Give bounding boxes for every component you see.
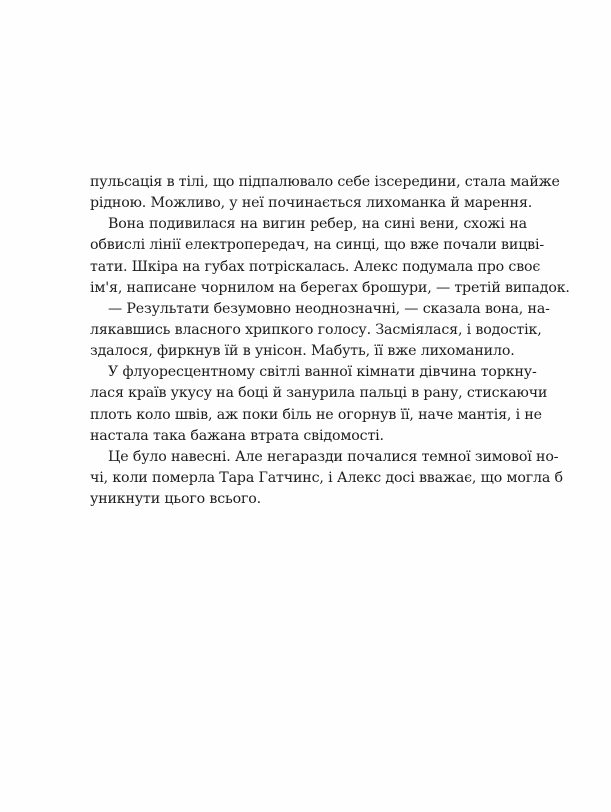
text-line: обвислі лінії електропередач, на синці, що вже почали вицві- — [90, 237, 545, 254]
text-line: уникнути цього всього. — [90, 491, 262, 508]
body-text — [90, 172, 570, 510]
text-line: лякавшись власного хрипкого голосу. Засміялася, і водостік, — [90, 321, 542, 338]
paragraph-5 — [90, 447, 563, 510]
text-line: Вона подивилася на вигин ребер, на сині вени, схожі на — [108, 216, 527, 233]
text-line: тати. Шкіра на губах потріскалась. Алекс подумала про своє — [90, 258, 541, 275]
text-line: чі, коли померла Тара Гатчинс, і Алекс досі вважає, що могла б — [90, 469, 563, 486]
paragraph-1 — [90, 172, 560, 214]
text-line: ім'я, написане чорнилом на берегах брошури, — третій випадок. — [90, 279, 570, 296]
text-line: здалося, фиркнув їй в унісон. Мабуть, її вже лихоманило. — [90, 343, 515, 360]
text-line: Це було навесні. Але негаразди почалися темної зимової но- — [108, 448, 559, 465]
text-line: лася країв укусу на боці й занурила пальці в рану, стискаючи — [90, 385, 548, 402]
text-line: рідною. Можливо, у неї починається лихоманка й марення. — [90, 195, 533, 212]
paragraph-2 — [90, 214, 570, 299]
text-line: плоть коло швів, аж поки біль не огорнув її, наче мантія, і не — [90, 406, 542, 423]
paragraph-3 — [90, 299, 550, 362]
paragraph-4 — [90, 362, 548, 447]
text-line: У флуоресцентному світлі ванної кімнати дівчина торкну- — [108, 364, 537, 381]
text-line: пульсація в тілі, що підпалювало себе ізсередини, стала майже — [90, 174, 560, 190]
text-line: — Результати безумовно неоднозначні, — сказала вона, на- — [108, 300, 550, 317]
text-line: настала така бажана втрата свідомості. — [90, 427, 384, 444]
